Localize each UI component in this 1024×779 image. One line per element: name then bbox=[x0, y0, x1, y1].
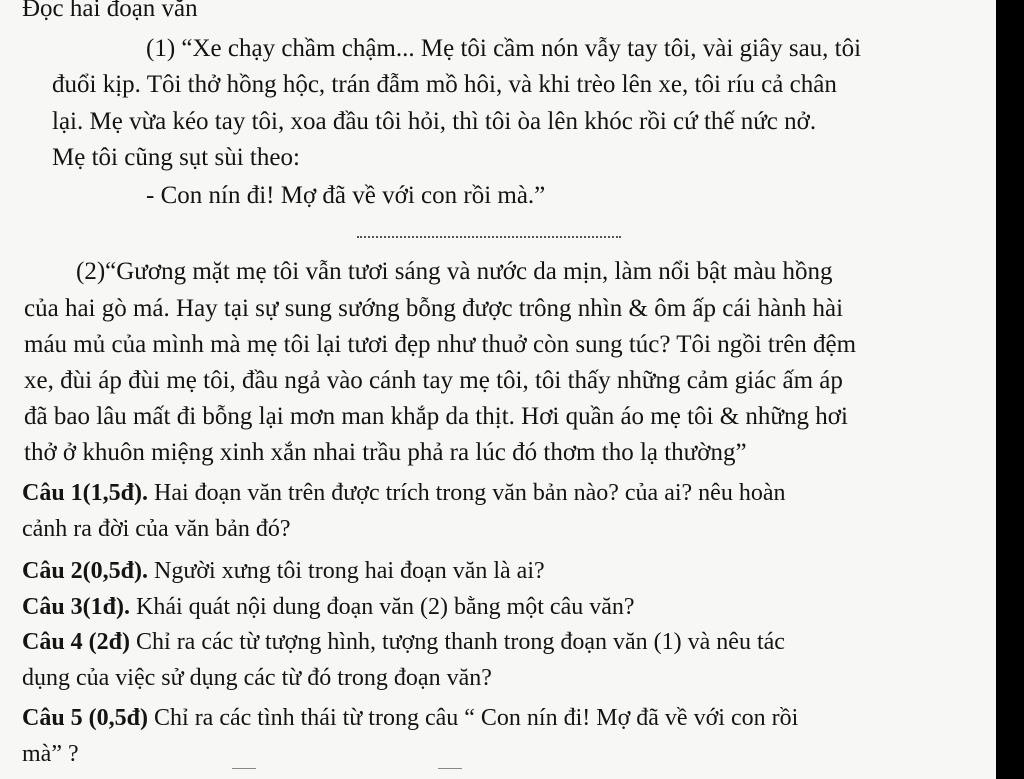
question-1-text: Hai đoạn văn trên được trích trong văn bản nào? của ai? nêu hoàn bbox=[148, 480, 786, 506]
passage-2-line: thở ở khuôn miệng xinh xắn nhai trầu phả ra lúc đó thơm tho lạ thường” bbox=[24, 439, 747, 466]
cut-off-mark bbox=[438, 768, 462, 769]
passage-1-line: lại. Mẹ vừa kéo tay tôi, xoa đầu tôi hỏi, thì tôi òa lên khóc rồi cứ thế nức nở. bbox=[52, 108, 817, 135]
question-3-text: Khái quát nội dung đoạn văn (2) bằng một câu văn? bbox=[130, 594, 635, 620]
passage-1-line: Mẹ tôi cũng sụt sùi theo: bbox=[52, 144, 300, 171]
question-4-label: Câu 4 (2đ) bbox=[22, 629, 131, 655]
dotted-separator bbox=[357, 236, 621, 238]
passage-1-line: (1) “Xe chạy chầm chậm... Mẹ tôi cầm nón vẫy tay tôi, vài giây sau, tôi bbox=[146, 35, 862, 62]
passage-2-line: máu mủ của mình mà mẹ tôi lại tươi đẹp như thuở còn sung túc? Tôi ngồi trên đệm bbox=[24, 331, 857, 358]
question-2 bbox=[22, 556, 545, 586]
question-1-label: Câu 1(1,5đ). bbox=[22, 480, 149, 506]
page-heading: Đọc hai đoạn văn bbox=[22, 0, 198, 22]
passage-2-line: đã bao lâu mất đi bỗng lại mơn man khắp da thịt. Hơi quần áo mẹ tôi & những hơi bbox=[24, 403, 848, 430]
question-2-text: Người xưng tôi trong hai đoạn văn là ai? bbox=[148, 558, 545, 584]
question-3 bbox=[22, 592, 635, 622]
question-2-label: Câu 2(0,5đ). bbox=[22, 558, 149, 584]
question-5-text: Chỉ ra các tình thái từ trong câu “ Con nín đi! Mợ đã về với con rồi bbox=[148, 705, 799, 731]
cut-off-mark bbox=[232, 768, 256, 769]
question-3-label: Câu 3(1đ). bbox=[22, 594, 131, 620]
question-4-text: Chỉ ra các từ tượng hình, tượng thanh trong đoạn văn (1) và nêu tác bbox=[130, 629, 785, 655]
question-1 bbox=[22, 478, 785, 508]
question-5-label: Câu 5 (0,5đ) bbox=[22, 705, 149, 731]
question-4-continuation: dụng của việc sử dụng các từ đó trong đoạn văn? bbox=[22, 665, 492, 691]
passage-1-line: - Con nín đi! Mợ đã về với con rồi mà.” bbox=[146, 182, 546, 209]
question-4 bbox=[22, 627, 785, 657]
question-5 bbox=[22, 703, 798, 733]
passage-2-line: của hai gò má. Hay tại sự sung sướng bỗng được trông nhìn & ôm ấp cái hành hài bbox=[24, 295, 844, 322]
passage-2-line: (2)“Gương mặt mẹ tôi vẫn tươi sáng và nước da mịn, làm nổi bật màu hồng bbox=[76, 258, 833, 285]
question-1-continuation: cảnh ra đời của văn bản đó? bbox=[22, 516, 291, 542]
passage-1-line: đuổi kịp. Tôi thở hồng hộc, trán đẫm mồ hôi, và khi trèo lên xe, tôi ríu cả chân bbox=[52, 71, 837, 98]
passage-2-line: xe, đùi áp đùi mẹ tôi, đầu ngả vào cánh tay mẹ tôi, tôi thấy những cảm giác ấm áp bbox=[24, 367, 843, 394]
question-5-continuation: mà” ? bbox=[22, 741, 79, 767]
